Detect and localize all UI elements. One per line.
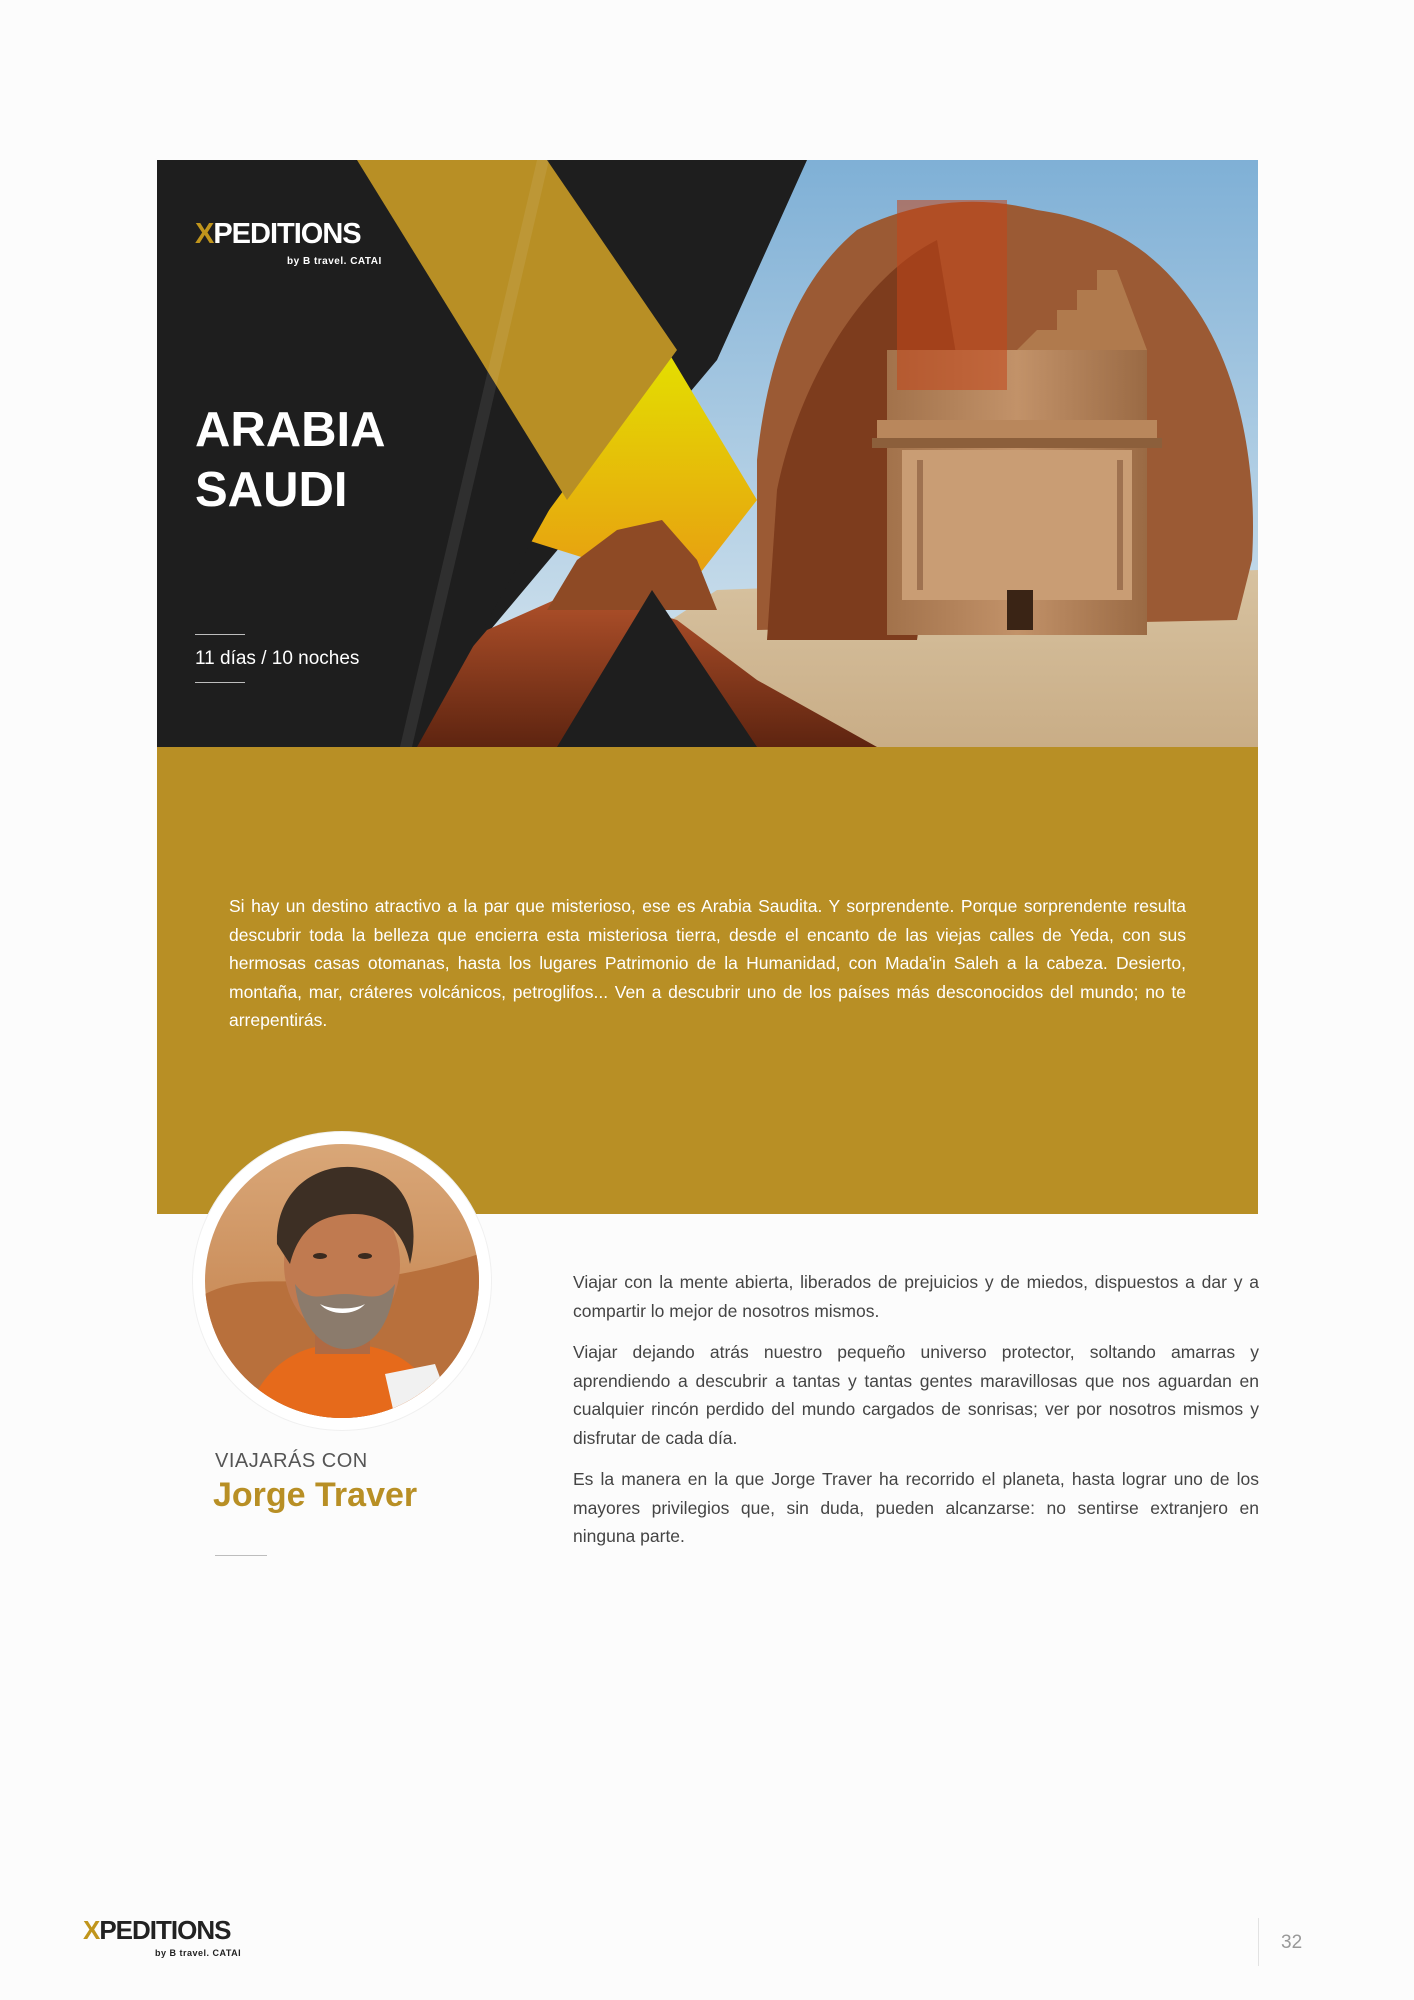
title-line-2: SAUDI: [195, 463, 348, 517]
footer-logo: [83, 1917, 230, 1943]
logo-x: X: [195, 218, 214, 250]
trip-duration: 11 días / 10 noches: [195, 648, 360, 669]
hero-banner: [157, 160, 1258, 747]
footer-logo-sub: by B travel. CATAI: [155, 1948, 242, 1958]
guide-name: Jorge Traver: [213, 1476, 418, 1514]
bio-paragraph-2: Viajar dejando atrás nuestro pequeño universo protector, soltando amarras y aprendiendo a descubrir a tantas y tantas gentes maravillosas que nos aguardan en cualquier rincón perdido del mundo cargados de sonrisas; ver por nosotros mismos y disfrutar de cada día.: [573, 1342, 1259, 1448]
guide-bio: [573, 1268, 1259, 1564]
title-line-1: ARABIA: [195, 403, 386, 457]
guide-label: VIAJARÁS CON: [215, 1450, 368, 1472]
footer-logo-x: X: [83, 1915, 100, 1945]
guide-rule: [215, 1555, 267, 1556]
page-title: [195, 400, 386, 520]
bio-paragraph-3: Es la manera en la que Jorge Traver ha recorrido el planeta, hasta lograr uno de los mayores privilegios que, sin duda, pueden alcanzarse: no sentirse extranjero en ninguna parte.: [573, 1469, 1259, 1546]
guide-portrait: [193, 1132, 491, 1430]
page-number-divider: [1258, 1918, 1259, 1966]
intro-text: Si hay un destino atractivo a la par que misterioso, ese es Arabia Saudita. Y sorprendente. Porque sorprendente resulta descubrir toda la belleza que encierra esta misteriosa tierra, desde el encanto de las viejas calles de Yeda, con sus hermosas casas otomanas, hasta los lugares Patrimonio de la Humanidad, con Mada'in Saleh a la cabeza. Desierto, montaña, mar, cráteres volcánicos, petroglifos... Ven a descubrir uno de los países más desconocidos del mundo; no te arrepentirás.: [229, 896, 1186, 1030]
footer-logo-rest: PEDITIONS: [99, 1915, 231, 1945]
page-number: 32: [1281, 1932, 1303, 1953]
duration-rule-bottom: [195, 682, 245, 683]
bio-paragraph-1: Viajar con la mente abierta, liberados de prejuicios y de miedos, dispuestos a dar y a compartir lo mejor de nosotros mismos.: [573, 1272, 1259, 1321]
duration-rule-top: [195, 634, 245, 635]
brand-logo: [195, 220, 361, 249]
logo-rest: PEDITIONS: [213, 218, 361, 250]
brand-logo-sub: by B travel. CATAI: [287, 256, 382, 267]
guide-photo: [205, 1144, 479, 1418]
